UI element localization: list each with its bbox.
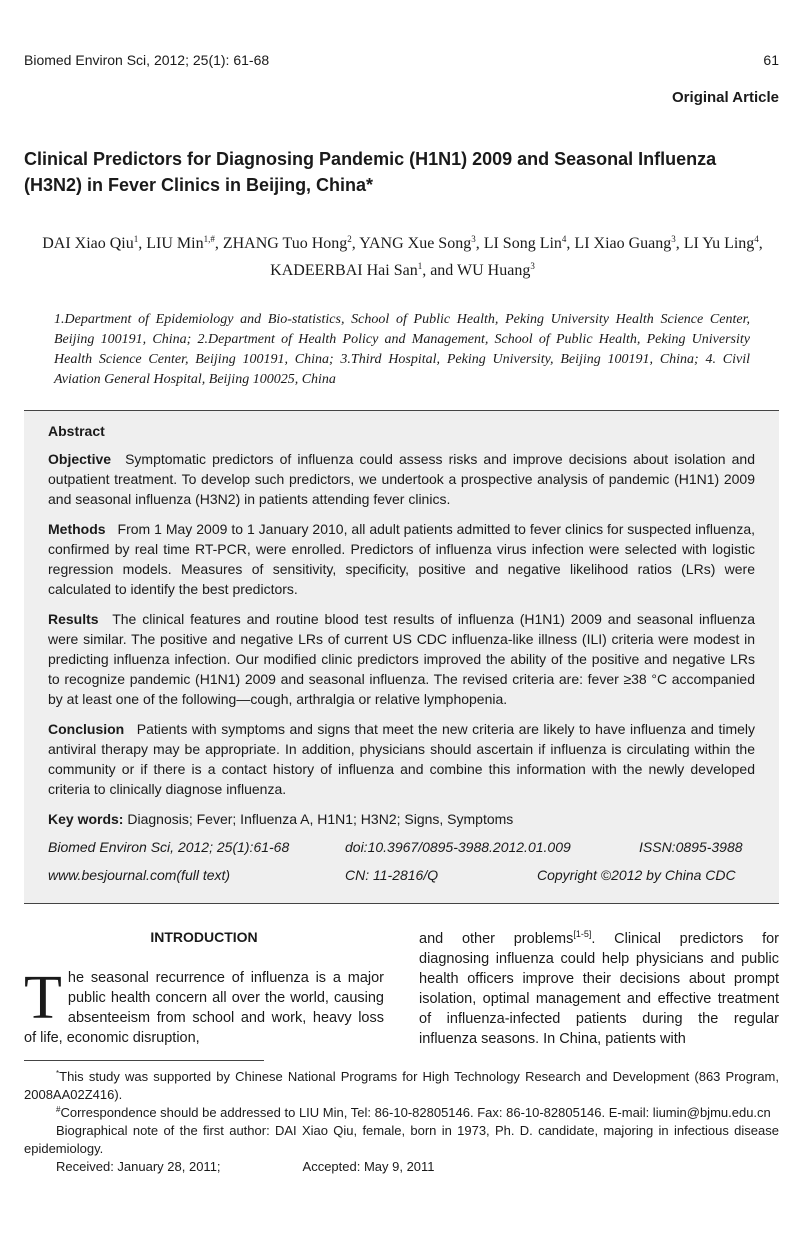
author-separator: , [758, 235, 763, 252]
copyright: Copyright ©2012 by China CDC [537, 867, 736, 883]
funding-footnote [24, 1068, 779, 1104]
abstract-heading: Abstract [48, 423, 105, 439]
citation-row [48, 837, 755, 857]
author-affiliation-mark: 3 [671, 234, 676, 244]
cn-number: CN: 11-2816/Q [345, 867, 439, 883]
author-list [30, 230, 775, 284]
author-name: LI Xiao Guang [574, 235, 672, 252]
author-affiliation-mark: 1 [417, 261, 423, 271]
results-label: Results [48, 611, 99, 627]
article-type: Original Article [672, 89, 779, 106]
intro-right-text-a: and other problems [419, 931, 574, 947]
issn: ISSN:0895-3988 [639, 839, 743, 855]
correspondence-text: Correspondence should be addressed to LIU Min, Tel: 86-10-82805146. Fax: 86-10-82805146. E-mail: liumin@bjmu.edu.cn [60, 1105, 771, 1120]
author-name: ZHANG Tuo Hong [222, 235, 348, 252]
bio-footnote: Biographical note of the first author: DAI Xiao Qiu, female, born in 1973, Ph. D. candidate, majoring in infectious disease epidemiology. [24, 1123, 779, 1156]
footnotes [24, 1068, 779, 1176]
author-affiliation-mark: 3 [530, 261, 535, 271]
conclusion-text: Patients with symptoms and signs that meet the new criteria are likely to have influenza and timely antiviral therapy may be appropriate. In addition, physicians should ascertain if influenza is circulating within the community or if there is a contact history of influenza and combine this information with the newly developed criteria to clinically diagnose influenza. [48, 721, 755, 797]
author-affiliation-mark: 2 [347, 234, 352, 244]
abstract-objective [48, 449, 755, 509]
correspondence-mark: # [56, 1105, 61, 1114]
footnote-divider [24, 1060, 264, 1061]
author-affiliation-mark: 4 [754, 234, 759, 244]
author-name: LIU Min [146, 235, 204, 252]
website-link[interactable]: www.besjournal.com(full text) [48, 867, 231, 883]
author-separator: , and [422, 262, 458, 279]
author-separator: , [675, 235, 684, 252]
dates-footnote [24, 1158, 779, 1176]
funding-text: This study was supported by Chinese National Programs for High Technology Research and Development (863 Program, 2008AA02Z416). [24, 1069, 779, 1102]
article-title: Clinical Predictors for Diagnosing Pandemic (H1N1) 2009 and Seasonal Influenza (H3N2) in Fever Clinics in Beijing, China* [24, 149, 717, 195]
author-name: LI Song Lin [483, 235, 562, 252]
introduction-right-column [419, 929, 779, 1049]
introduction-left-column [24, 964, 384, 1048]
methods-label: Methods [48, 521, 106, 537]
author-separator: , [351, 235, 360, 252]
running-head: Biomed Environ Sci, 2012; 25(1): 61-68 [24, 52, 270, 68]
keywords-label: Key words: [48, 811, 124, 827]
received-date: Received: January 28, 2011; [56, 1159, 221, 1174]
abstract-methods [48, 519, 755, 599]
funding-mark: * [56, 1069, 60, 1078]
author-name: DAI Xiao Qiu [42, 235, 134, 252]
website-row [48, 865, 755, 885]
author-name: LI Yu Ling [683, 235, 755, 252]
drop-cap: T [24, 964, 62, 1032]
keywords [48, 809, 755, 829]
keywords-text: Diagnosis; Fever; Influenza A, H1N1; H3N2; Signs, Symptoms [127, 811, 514, 827]
abstract-box [24, 410, 779, 904]
author-affiliation-mark: 1,# [203, 234, 215, 244]
author-separator: , [475, 235, 484, 252]
intro-right-text-b: . Clinical predictors for diagnosing influenza could help physicians and public health officers improve their decisions about prompt isolation, optimal management and effective treatment of influenza-infected patients during the regular influenza seasons. In China, patients with [419, 931, 780, 1047]
intro-left-text: he seasonal recurrence of influenza is a major public health concern all over the world, causing absenteeism from school and work, heavy loss of life, economic disruption, [24, 970, 384, 1046]
objective-text: Symptomatic predictors of influenza could assess risks and improve decisions about isolation and outpatient treatment. To develop such predictors, we undertook a prospective analysis of pandemic (H1N1) 2009 and seasonal influenza (H3N2) in patients attending fever clinics. [48, 451, 756, 507]
reference-citation[interactable]: [1-5] [573, 929, 592, 939]
correspondence-footnote [24, 1104, 779, 1122]
author-separator: , [566, 235, 575, 252]
abstract-conclusion [48, 719, 755, 799]
author-affiliation-mark: 4 [561, 234, 567, 244]
results-text: The clinical features and routine blood test results of influenza (H1N1) 2009 and seasonal influenza were similar. The positive and negative LRs of current US CDC influenza-like illness (ILI) criteria were modest in predicting influenza infection. Our modified clinic predictors improved the ability of the positive and negative LRs to recognize pandemic (H1N1) 2009 and seasonal influenza. The revised criteria are: fever ≥38 °C accompanied by at least one of the following—cough, arthralgia or relative lymphopenia. [48, 611, 755, 707]
doi: doi:10.3967/0895-3988.2012.01.009 [345, 839, 571, 855]
citation: Biomed Environ Sci, 2012; 25(1):61-68 [48, 839, 290, 855]
abstract-results [48, 609, 755, 709]
author-name: WU Huang [457, 262, 531, 279]
page-number: 61 [763, 52, 779, 68]
objective-label: Objective [48, 451, 112, 467]
author-separator: , [214, 235, 223, 252]
author-name: KADEERBAI Hai San [270, 262, 418, 279]
author-name: YANG Xue Song [359, 235, 472, 252]
introduction-heading: INTRODUCTION [150, 929, 258, 945]
affiliations: 1.Department of Epidemiology and Bio-statistics, School of Public Health, Peking University Health Science Center, Beijing 100191, China; 2.Department of Health Policy and Management, School of Public Health, Peking University Health Science Center, Beijing 100191, China; 3.Third Hospital, Peking University, Beijing 100191, China; 4. Civil Aviation General Hospital, Beijing 100025, China [54, 312, 750, 387]
methods-text: From 1 May 2009 to 1 January 2010, all adult patients admitted to fever clinics for suspected influenza, confirmed by real time RT-PCR, were enrolled. Predictors of influenza virus infection were selected with logistic regression models. Measures of sensitivity, specificity, positive and negative likelihood ratios (LRs) were calculated to identify the best predictors. [48, 521, 755, 597]
author-separator: , [138, 235, 147, 252]
accepted-date: Accepted: May 9, 2011 [302, 1159, 435, 1174]
author-affiliation-mark: 3 [471, 234, 476, 244]
conclusion-label: Conclusion [48, 721, 125, 737]
author-affiliation-mark: 1 [133, 234, 139, 244]
